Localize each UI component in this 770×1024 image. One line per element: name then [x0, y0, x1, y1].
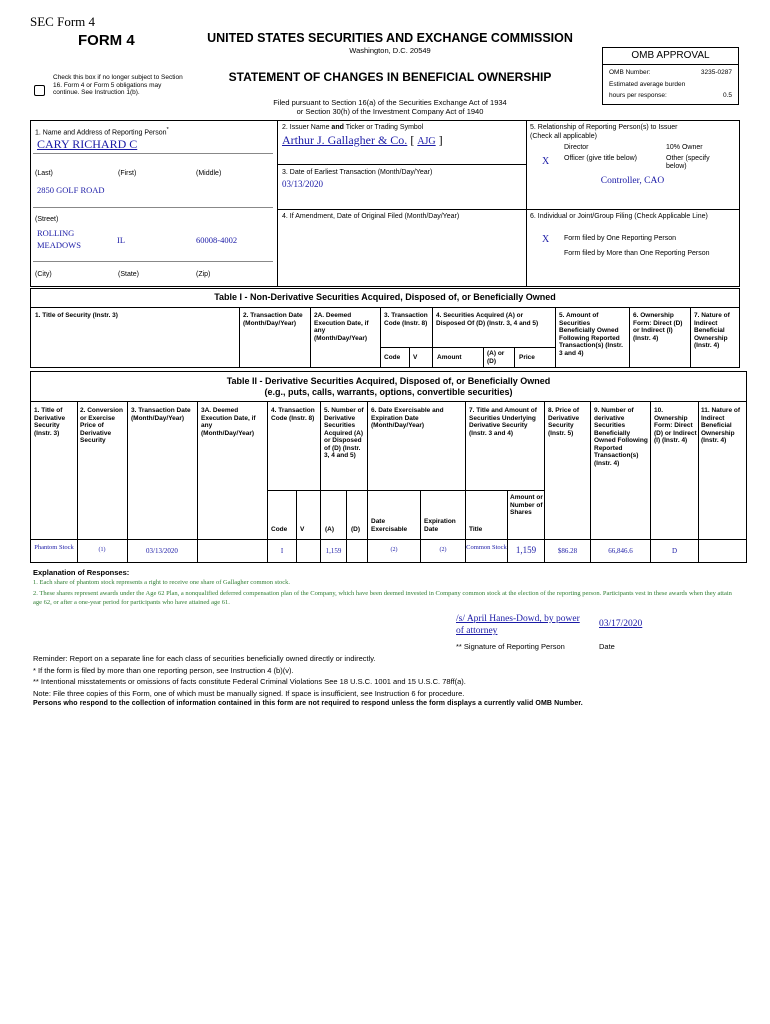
t2-row-underlying-amount: 1,159 [515, 545, 537, 555]
t2-h-nature: 11. Nature of Indirect Beneficial Ownership (Instr. 4) [701, 407, 741, 444]
t2-row-underlying-title: Common Stock [466, 544, 507, 551]
t2-h-exercisable: 6. Date Exercisable and Expiration Date (Month/Day/Year) [371, 407, 444, 429]
officer-title-value: Controller, CAO [600, 176, 665, 186]
commission-title: UNITED STATES SECURITIES AND EXCHANGE COMMISSION [207, 31, 573, 45]
omb-title: OMB APPROVAL [631, 50, 710, 61]
t2-h-code-sub: Code [271, 526, 288, 533]
amendment-label: 4. If Amendment, Date of Original Filed (Month/Day/Year) [282, 213, 460, 220]
relationship-sub: (Check all applicable) [530, 133, 597, 140]
middle-label: (Middle) [196, 170, 222, 177]
no-longer-subject-checkbox[interactable] [34, 85, 45, 96]
t1-h-title: 1. Title of Security (Instr. 3) [35, 312, 118, 319]
one-person-label: Form filed by One Reporting Person [564, 235, 677, 242]
note-1: * If the form is filed by more than one reporting person, see Instruction 4 (b)(v). [33, 666, 294, 675]
t1-h-amount-sub: Amount [437, 354, 462, 361]
t2-h-date-ex-sub: Date Exercisable [371, 518, 408, 533]
omb-hours-value: 0.5 [722, 92, 732, 99]
city-label: (City) [35, 271, 52, 278]
omb-number-label: OMB Number: [609, 69, 651, 76]
t2-h-owned: 9. Number of derivative Securities Beneficially Owned Following Reported Transaction(s) (Instr. 4) [594, 407, 648, 467]
t1-h-code: 3. Transaction Code (Instr. 8) [384, 312, 428, 327]
state-value: IL [117, 235, 126, 245]
omb-number-value: 3235-0287 [700, 69, 732, 76]
signature-label: ** Signature of Reporting Person [456, 642, 565, 651]
t2-row-owned: 66,846.6 [608, 547, 633, 555]
reminder-note: Reminder: Report on a separate line for each class of securities beneficially owned directly or indirectly. [33, 654, 376, 663]
omb-disclaimer: Persons who respond to the collection of information contained in this form are not required to respond unless the form displays a currently valid OMB Number. [33, 700, 583, 707]
footnote-1: 1. Each share of phantom stock represents a right to receive one share of Gallagher common stock. [33, 579, 291, 586]
director-label: Director [564, 144, 589, 151]
ten-percent-owner-label: 10% Owner [666, 144, 703, 151]
signature-link[interactable]: /s/ April Hanes-Dowd, by power of attorney [456, 614, 580, 636]
table-ii-title: Table II - Derivative Securities Acquired, Disposed of, or Beneficially Owned (e.g., puts, calls, warrants, options, convertible securities) [226, 376, 551, 397]
omb-hours-label: hours per response: [609, 92, 667, 99]
t2-h-d-sub: (D) [351, 526, 361, 533]
t2-row-exp: (2) [439, 547, 447, 553]
street-label: (Street) [35, 216, 59, 223]
joint-filing-label: 6. Individual or Joint/Group Filing (Check Applicable Line) [530, 213, 708, 220]
issuer-ticker-link[interactable]: AJG [417, 136, 436, 147]
t2-h-date: 3. Transaction Date (Month/Day/Year) [131, 407, 191, 422]
signature-date-label: Date [599, 642, 615, 651]
city-value: ROLLING MEADOWS [37, 228, 81, 250]
t1-h-securities: 4. Securities Acquired (A) or Disposed Of (D) (Instr. 3, 4 and 5) [436, 312, 539, 327]
zip-label: (Zip) [196, 271, 211, 278]
t2-h-code: 4. Transaction Code (Instr. 8) [271, 407, 315, 422]
signature-date-link[interactable]: 03/17/2020 [599, 619, 643, 629]
state-label: (State) [118, 271, 140, 278]
issuer-name-link[interactable]: Arthur J. Gallagher & Co. [282, 133, 408, 147]
footnote-2: 2. These shares represent awards under the Age 62 Plan, a nonqualified deferred compensation plan of the Company, which have been deemed invested in Company common stock at the election of the reporting person. Participants vest in these awards when they attain age 62, or after a one-year period for participants who have attained age 61. [33, 590, 732, 606]
table-i-title: Table I - Non-Derivative Securities Acquired, Disposed of, or Beneficially Owned [214, 292, 556, 302]
t2-row-title: Phantom Stock [34, 544, 74, 551]
t2-row-a: 1,159 [325, 547, 342, 555]
explanation-title: Explanation of Responses: [33, 568, 130, 577]
t2-h-title: 1. Title of Derivative Security (Instr. 3) [34, 407, 66, 437]
t2-h-conversion: 2. Conversion or Exercise Price of Derivative Security [80, 407, 123, 444]
t1-h-deemed: 2A. Deemed Execution Date, if any (Month/Day/Year) [314, 312, 369, 342]
zip-value: 60008-4002 [196, 235, 238, 245]
sec-form-label: SEC Form 4 [30, 14, 96, 29]
checkbox-note: Check this box if no longer subject to Section 16. Form 4 or Form 5 obligations may continue. See Instruction 1(b). [53, 74, 183, 96]
filed-pursuant: Filed pursuant to Section 16(a) of the Securities Exchange Act of 1934 or Section 30(h) of the Investment Company Act of 1940 [273, 98, 507, 116]
earliest-date-label: 3. Date of Earliest Transaction (Month/Day/Year) [282, 169, 433, 176]
t2-h-deemed: 3A. Deemed Execution Date, if any (Month/Day/Year) [201, 407, 256, 437]
issuer-name-row: Arthur J. Gallagher & Co. [ AJG ] [282, 133, 443, 147]
one-person-checkmark: X [542, 234, 550, 245]
t2-row-date-ex: (2) [390, 547, 398, 553]
note-2: ** Intentional misstatements or omissions of facts constitute Federal Criminal Violations See 18 U.S.C. 1001 and 15 U.S.C. 78ff(a). [33, 677, 466, 686]
statement-title: STATEMENT OF CHANGES IN BENEFICIAL OWNERSHIP [228, 70, 552, 84]
last-label: (Last) [35, 170, 53, 177]
t2-row-date: 03/13/2020 [146, 547, 178, 555]
t1-h-nature: 7. Nature of Indirect Beneficial Ownership (Instr. 4) [694, 312, 730, 349]
t2-row-price: $86.28 [557, 547, 578, 555]
reporting-person-name-link[interactable]: CARY RICHARD C [37, 137, 138, 151]
t2-h-v-sub: V [300, 526, 305, 533]
street-address: 2850 GOLF ROAD [37, 185, 105, 195]
officer-label: Officer (give title below) [564, 155, 638, 162]
t1-h-amount-owned: 5. Amount of Securities Beneficially Owned Following Reported Transaction(s) (Instr. 3 and 4) [559, 312, 623, 357]
more-than-one-label: Form filed by More than One Reporting Person [564, 250, 710, 257]
t2-h-price: 8. Price of Derivative Security (Instr. 5) [548, 407, 580, 437]
t2-h-amount-sub: Amount or Number of Shares [510, 494, 543, 516]
t1-h-aord-sub: (A) or (D) [487, 350, 505, 365]
earliest-date-value: 03/13/2020 [282, 179, 324, 189]
other-label: Other (specify below) [666, 155, 710, 170]
note-3: Note: File three copies of this Form, one of which must be manually signed. If space is insufficient, see Instruction 6 for procedure. [33, 689, 465, 698]
t1-h-price-sub: Price [519, 354, 535, 361]
omb-burden-label: Estimated average burden [609, 81, 686, 88]
t1-h-date: 2. Transaction Date (Month/Day/Year) [243, 312, 303, 327]
t1-h-code-sub: Code [384, 354, 401, 361]
relationship-label: 5. Relationship of Reporting Person(s) to Issuer [530, 124, 678, 131]
t2-h-title-sub: Title [469, 526, 483, 533]
first-label: (First) [118, 170, 137, 177]
t1-h-ownership-form: 6. Ownership Form: Direct (D) or Indirect (I) (Instr. 4) [633, 312, 683, 342]
t2-h-form: 10. Ownership Form: Direct (D) or Indirect (I) (Instr. 4) [654, 407, 697, 444]
issuer-label: 2. Issuer Name and Ticker or Trading Symbol [282, 124, 424, 131]
reporting-person-label: 1. Name and Address of Reporting Person* [35, 127, 169, 137]
t2-row-conversion: (1) [98, 547, 106, 553]
t2-h-exp-sub: Expiration Date [424, 518, 456, 533]
t2-h-a-sub: (A) [325, 526, 335, 533]
t2-row-form: D [671, 547, 678, 555]
form-title: FORM 4 [78, 32, 135, 49]
t2-row-code: I [280, 547, 284, 555]
commission-location: Washington, D.C. 20549 [349, 46, 431, 55]
table-ii [30, 371, 747, 563]
t2-h-underlying: 7. Title and Amount of Securities Underlying Derivative Security (Instr. 3 and 4) [469, 407, 537, 437]
officer-checkmark: X [542, 156, 550, 167]
t1-h-v-sub: V [413, 354, 418, 361]
t2-h-number: 5. Number of Derivative Securities Acquired (A) or Disposed of (D) (Instr. 3, 4 and 5) [324, 407, 364, 459]
